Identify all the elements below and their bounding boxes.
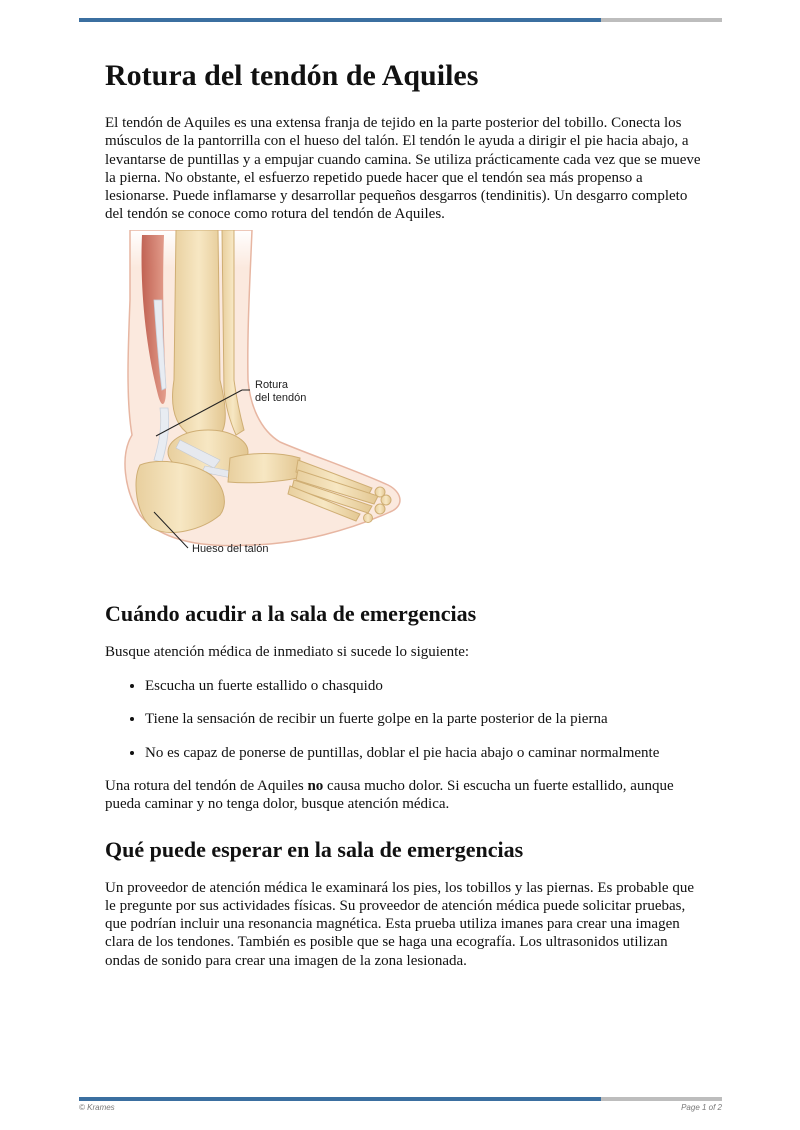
section-title-expect: Qué puede esperar en la sala de emergencias xyxy=(105,836,524,862)
top-rule xyxy=(79,18,722,22)
label-rupture-line1: Rotura xyxy=(255,378,289,391)
document-body xyxy=(105,58,705,970)
symptom-list xyxy=(105,677,705,762)
toe-bone xyxy=(381,495,391,505)
list-item: • Escucha un fuerte estallido o chasquido xyxy=(145,677,705,695)
label-rupture-line2: del tendón xyxy=(255,391,307,404)
footer-rule xyxy=(79,1097,722,1101)
top-rule-grey xyxy=(601,18,722,22)
section2-body: Un proveedor de atención médica le examinará los pies, los tobillos y las piernas. Es probable que le pregunte por sus actividades físicas. Su proveedor de atención médica puede solicitar pruebas, que podrían incluir una resonancia magnética. Esta prueba utiliza imanes para crear una imagen clara de los tendones. También es posible que se haga una ecografía. Los ultrasonidos utilizan ondas de sonido para crear una imagen de la zona lesionada. xyxy=(105,879,694,969)
list-item: • Tiene la sensación de recibir un fuerte golpe en la parte posterior de la pierna xyxy=(145,710,705,728)
section1-lead: Busque atención médica de inmediato si sucede lo siguiente: xyxy=(105,643,470,660)
achilles-illustration xyxy=(110,230,430,570)
intro-paragraph: El tendón de Aquiles es una extensa franja de tejido en la parte posterior del tobillo. Conecta los músculos de la pantorrilla con el hueso del talón. El tendón le ayuda a dirigir el pie hacia abajo, a levantarse de puntillas y a empujar cuando camina. Se utiliza prácticamente cada vez que se mueve la pierna. No obstante, el esfuerzo repetido puede hacer que el tendón sea más propenso a lesionarse. Puede inflamarse y desarrollar pequeños desgarros (tendinitis). Un desgarro completo del tendón se conoce como rotura del tendón de Aquiles. xyxy=(105,115,701,223)
top-rule-blue xyxy=(79,18,601,22)
toe-bone xyxy=(375,504,385,514)
footer-page-number: Page 1 of 2 xyxy=(681,1103,722,1112)
midfoot-bones xyxy=(228,453,300,482)
section-title-emergency: Cuándo acudir a la sala de emergencias xyxy=(105,600,477,626)
list-item: • No es capaz de ponerse de puntillas, doblar el pie hacia abajo o caminar normalmente xyxy=(145,744,705,762)
toe-bone xyxy=(364,513,373,522)
footer-copyright: © Krames xyxy=(79,1103,115,1112)
note-text-end: causa mucho dolor. Si escucha un fuerte estallido, aunque pueda caminar y no tenga dolor, busque atención médica. xyxy=(105,777,674,813)
note-text-start: Una rotura del tendón de Aquiles xyxy=(105,777,308,794)
ankle-anatomy-drawing xyxy=(110,230,430,570)
note-emphasis: no xyxy=(307,777,324,794)
section1-note xyxy=(105,777,705,814)
label-heel-bone: Hueso del talón xyxy=(192,542,269,555)
page-title: Rotura del tendón de Aquiles xyxy=(105,59,479,92)
footer-rule-blue xyxy=(79,1097,601,1101)
tibia-bone xyxy=(173,230,226,435)
footer-rule-grey xyxy=(601,1097,722,1101)
